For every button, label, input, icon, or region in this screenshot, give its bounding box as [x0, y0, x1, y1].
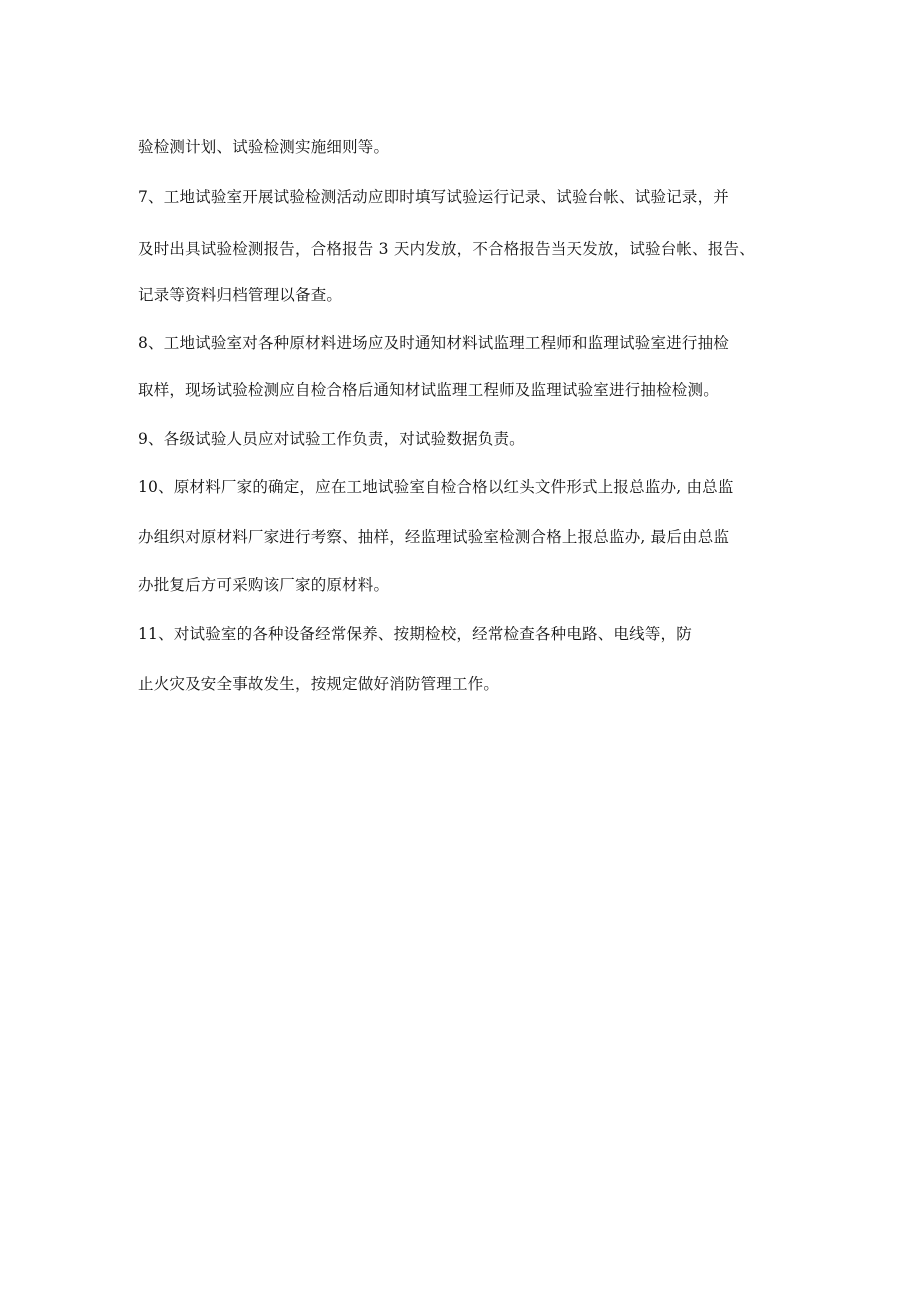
- text-line: 办批复后方可采购该厂家的原材料。: [138, 576, 390, 594]
- text-line: 9、各级试验人员应对试验工作负责，对试验数据负责。: [138, 430, 525, 448]
- text-line: 止火灾及安全事故发生，按规定做好消防管理工作。: [138, 675, 500, 693]
- text-line: 7、工地试验室开展试验检测活动应即时填写试验运行记录、试验台帐、试验记录，并: [138, 188, 729, 206]
- text-line: 验检测计划、试验检测实施细则等。: [138, 138, 390, 156]
- text-line: 11、对试验室的各种设备经常保养、按期检校，经常检查各种电路、电线等，防: [138, 625, 692, 643]
- text-line: 8、工地试验室对各种原材料进场应及时通知材料试监理工程师和监理试验室进行抽检: [138, 334, 729, 352]
- text-line: 及时出具试验检测报告，合格报告 3 天内发放，不合格报告当天发放，试验台帐、报告、: [138, 240, 755, 258]
- text-line: 记录等资料归档管理以备查。: [138, 286, 343, 304]
- text-line: 取样，现场试验检测应自检合格后通知材试监理工程师及监理试验室进行抽检检测。: [138, 381, 719, 399]
- text-line: 办组织对原材料厂家进行考察、抽样，经监理试验室检测合格上报总监办, 最后由总监: [138, 528, 730, 546]
- text-line: 10、原材料厂家的确定，应在工地试验室自检合格以红头文件形式上报总监办, 由总监: [138, 478, 734, 496]
